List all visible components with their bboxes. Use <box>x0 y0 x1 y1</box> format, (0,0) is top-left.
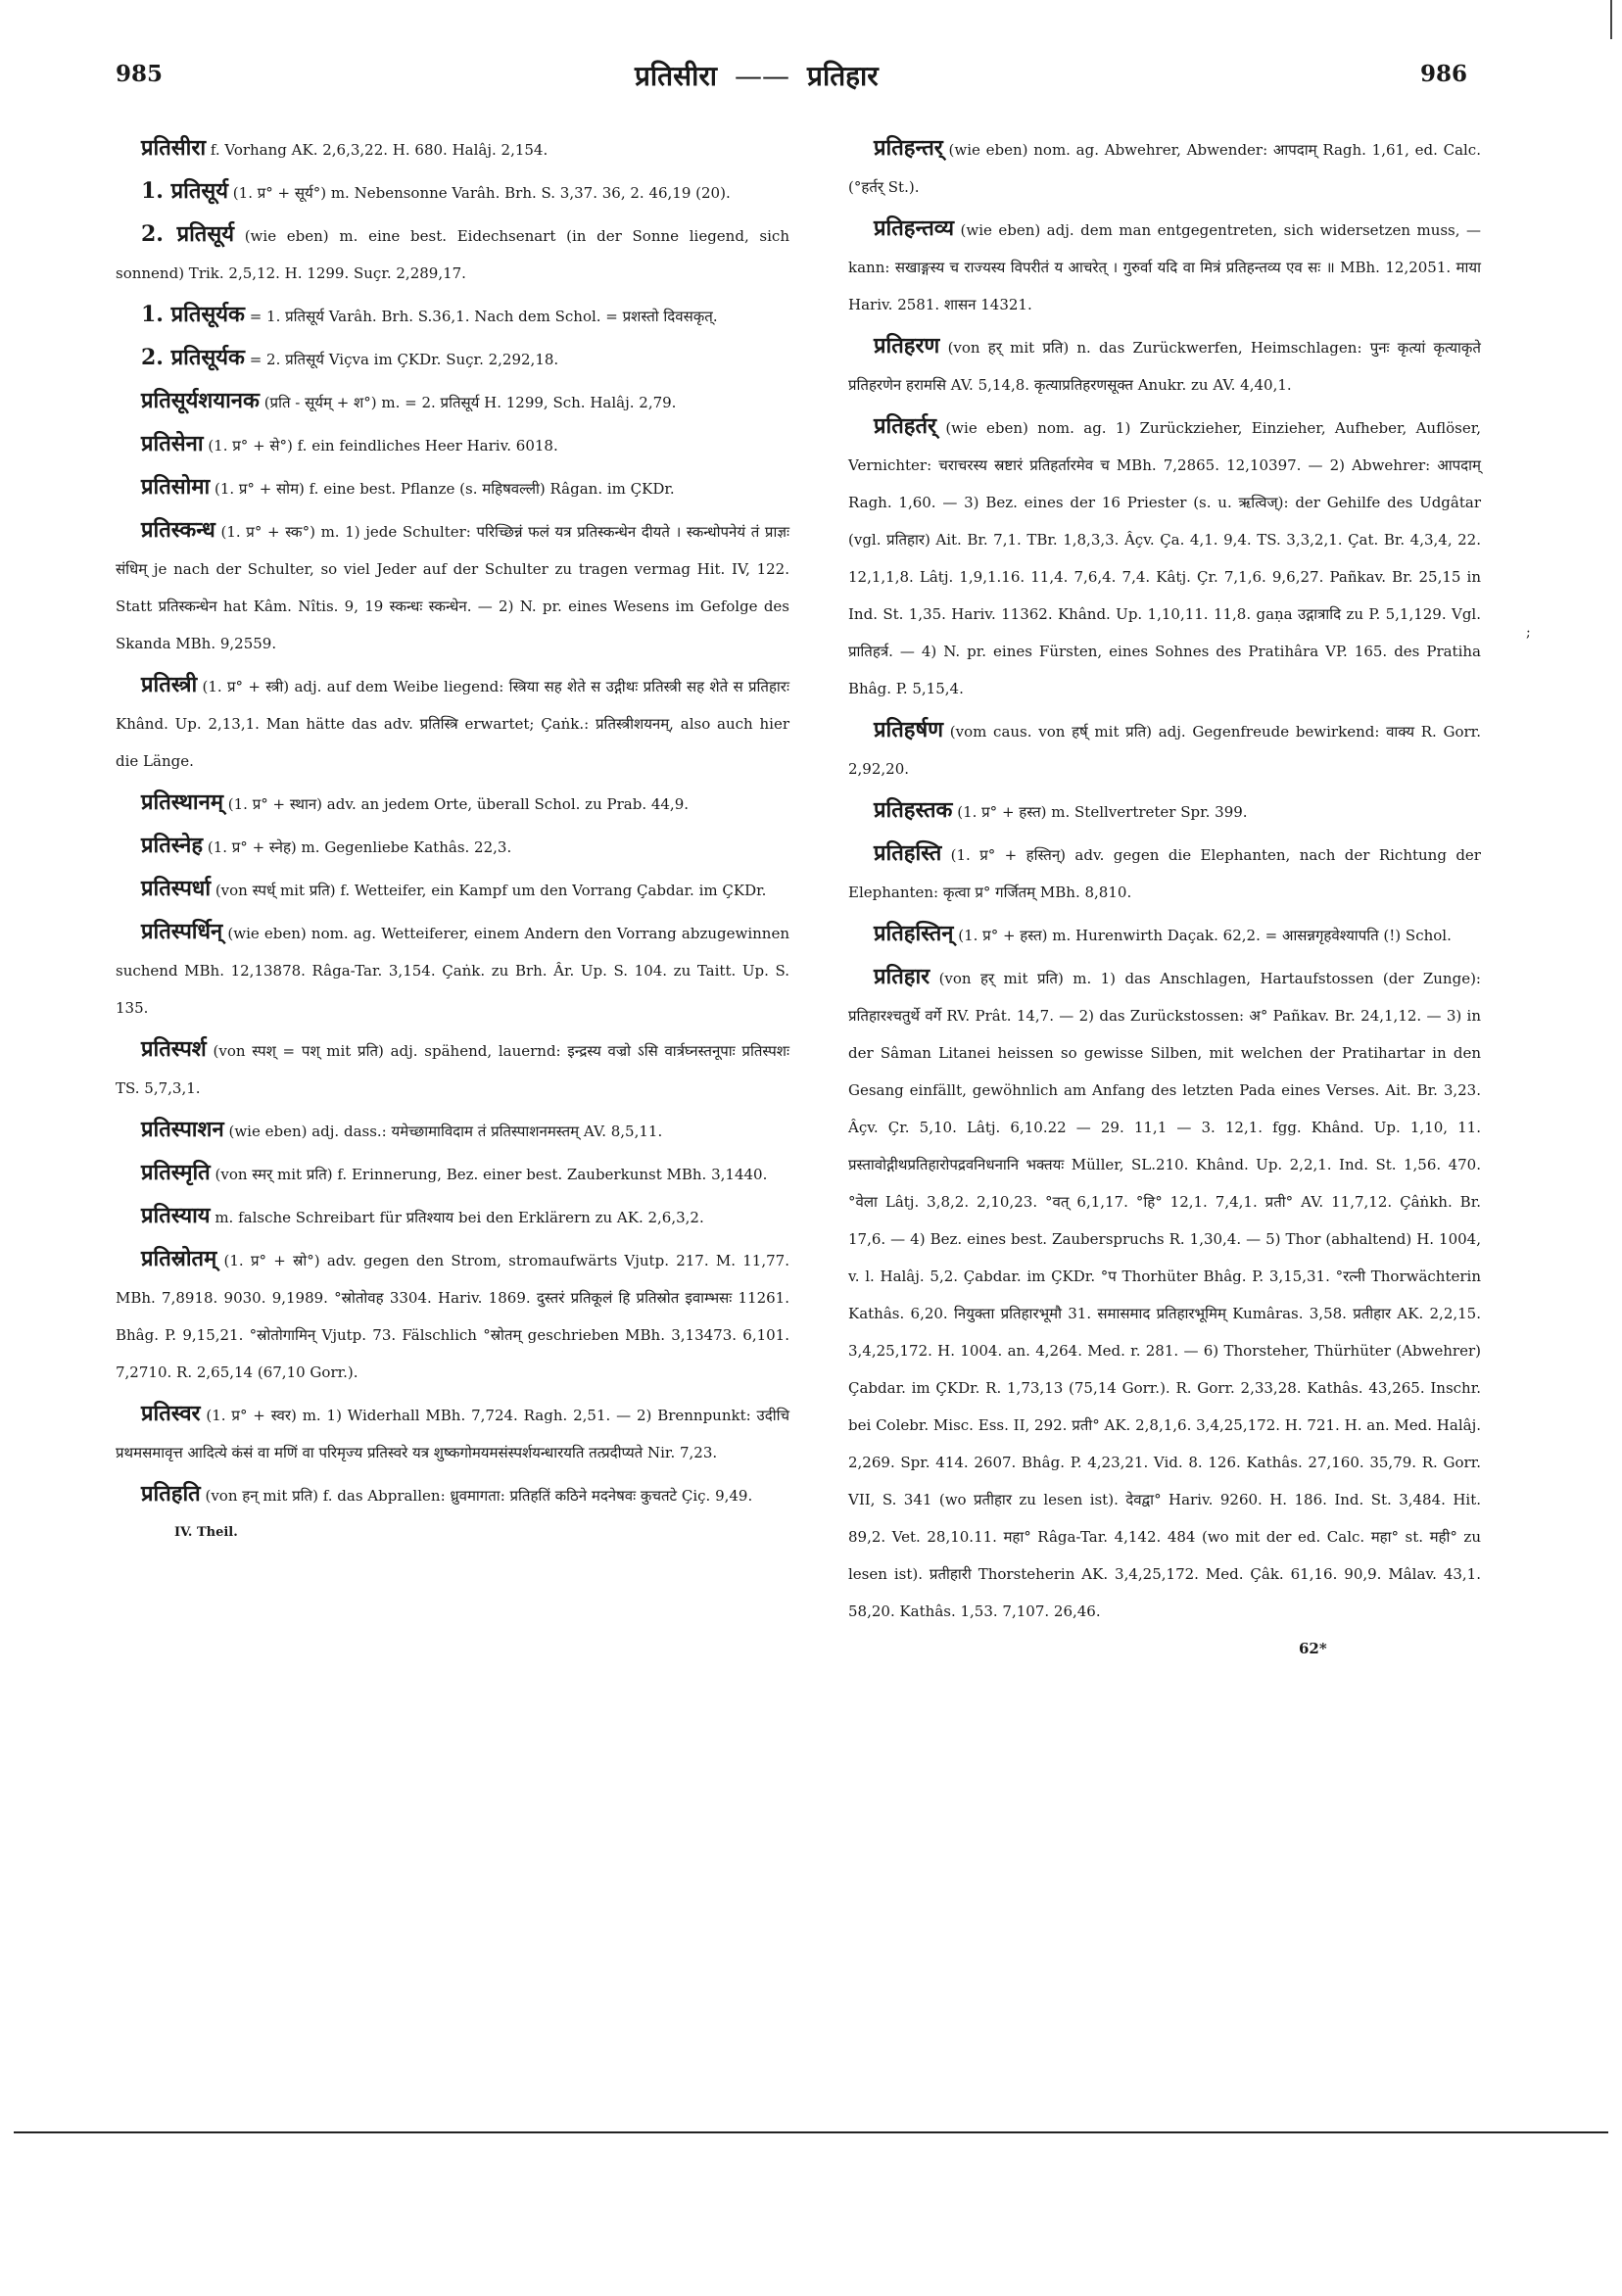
dictionary-entry <box>116 666 789 780</box>
page-number-left: 985 <box>116 61 164 87</box>
dictionary-entry <box>116 827 789 866</box>
entry-headword: प्रतिसूर्यशयानक <box>141 388 260 413</box>
dictionary-entry <box>848 210 1481 323</box>
left-column <box>116 129 789 1971</box>
entry-headword: प्रतिहन्तर् <box>874 135 943 161</box>
entry-headword: प्रतिहार <box>874 964 930 989</box>
column-footer: 62* <box>1299 1640 1327 1657</box>
page-number-right: 986 <box>1419 61 1467 87</box>
entry-headword: प्रतिहस्ति <box>874 840 942 866</box>
dictionary-entry <box>116 1475 789 1514</box>
entry-text: (1. प्र° + स्वर) m. 1) Widerhall MBh. 7,724. Ragh. 2,51. — 2) Brennpunkt: उदीचि प्रथमसमावृत्त आदित्ये कंसं वा मणिं वा परिमृज्य प्रतिस्वरे यत्र शुष्कगोमयमसंस्पर्शयन्धारयति तत्प्रदीप्यते Nir. 7,23. <box>116 1407 789 1461</box>
edge-mark <box>1610 0 1612 39</box>
dictionary-entry <box>848 407 1481 707</box>
entry-headword: 2. प्रतिसूर्य <box>141 221 234 247</box>
entry-headword: प्रतिस्रोतम् <box>141 1246 217 1271</box>
dictionary-entry <box>116 1240 789 1391</box>
entry-text: (1. प्र° + हस्तिन्) adv. gegen die Elephanten, nach der Richtung der Elephanten: कृत्वा प्र° गर्जितम् MBh. 8,810. <box>848 846 1481 901</box>
running-title <box>635 57 879 94</box>
entry-headword: प्रतिसोमा <box>141 474 211 500</box>
entry-headword: प्रतिसेना <box>141 431 204 456</box>
entry-headword: प्रतिस्कन्ध <box>141 517 215 543</box>
entry-text: (von हर् mit प्रति) n. das Zurückwerfen, Heimschlagen: पुनः कृत्यां कृत्याकृते प्रतिहरणेन हरामसि AV. 5,14,8. कृत्याप्रतिहरणसूक्त Anukr. zu AV. 4,40,1. <box>848 339 1481 394</box>
entry-headword: 1. प्रतिसूर्यक <box>141 302 245 327</box>
entry-text: (1. प्र° + स्थान) adv. an jedem Orte, überall Schol. zu Prab. 44,9. <box>227 795 690 813</box>
column-footer: IV. Theil. <box>174 1525 238 1540</box>
entry-headword: 1. प्रतिसूर्य <box>141 178 229 204</box>
running-title-last: प्रतिहार <box>807 60 879 92</box>
entry-text: (von हर् mit प्रति) m. 1) das Anschlagen, Hartaufstossen (der Zunge): प्रतिहारश्चतुर्थे वर्गे RV. Prât. 14,7. — 2) das Zurückstossen: अ° Pañkav. Br. 24,1,12. — 3) in der Sâman Litanei heissen so gewisse Silben, mit welchen der Pratihartar in den Gesang einfällt, gewöhnlich am Anfang des letzten Pada eines Verses. Ait. Br. 3,23. Âçv. Çr. 5,10. Lâtj. 6,10.22 — 29. 11,1 — 3. 12,1. fgg. Khând. Up. 1,10, 11. प्रस्तावोद्गीथप्रतिहारोपद्रवनिधनानि भक्तयः Müller, SL.210. Khând. Up. 2,2,1. Ind. St. 1,56. 470. °वेला Lâtj. 3,8,2. 2,10,23. °वत् 6,1,17. °हि° 12,1. 7,4,1. प्रती° AV. 11,7,12. Çâṅkh. Br. 17,6. — 4) Bez. eines best. Zauberspruchs R. 1,30,4. — 5) Thor (abhaltend) H. 1004, v. l. Halâj. 5,2. Çabdar. im ÇKDr. °प Thorhüter Bhâg. P. 3,15,31. °रत्नी Thorwächterin Kathâs. 6,20. नियुक्ता प्रतिहारभूमौ 31. समासमाद प्रतिहारभूमिम् Kumâras. 3,58. प्रतीहार AK. 2,2,15. 3,4,25,172. H. 1004. an. 4,264. Med. r. 281. — 6) Thorsteher, Thürhüter (Abwehrer) Çabdar. im ÇKDr. R. 1,73,13 (75,14 Gorr.). R. Gorr. 2,33,28. Kathâs. 43,265. Inschr. bei Colebr. Misc. Ess. II, 292. प्रती° AK. 2,8,1,6. 3,4,25,172. H. 721. H. an. Med. Halâj. 2,269. Spr. 414. 2607. Bhâg. P. 4,23,21. Vid. 8. 126. Kathâs. 27,160. 35,79. R. Gorr. VII, S. 341 (wo प्रतीहार zu lesen ist). देवद्वा° Hariv. 9260. H. 186. Ind. St. 3,484. Hit. 89,2. Vet. 28,10.11. महा° Râga-Tar. 4,142. 484 (wo mit der ed. Calc. महा° st. मही° zu lesen ist). प्रतीहारी Thorsteherin AK. 3,4,25,172. Med. Çâk. 61,16. 90,9. Mâlav. 43,1. 58,20. Kathâs. 1,53. 7,107. 26,46. <box>848 970 1481 1620</box>
entry-text: (1. प्र° + हस्त) m. Stellvertreter Spr. 399. <box>957 803 1248 821</box>
entry-headword: प्रतिसीरा <box>141 135 207 161</box>
dictionary-entry <box>116 129 789 168</box>
entry-text: = 1. प्रतिसूर्य Varâh. Brh. S.36,1. Nach dem Schol. = प्रशस्तो दिवसकृत्. <box>249 308 718 325</box>
entry-headword: प्रतिहन्तव्य <box>874 215 955 241</box>
entry-text: (1. प्र° + सोम) f. eine best. Pflanze (s. महिषवल्ली) Râgan. im ÇKDr. <box>214 480 675 498</box>
running-title-first: प्रतिसीरा <box>635 60 718 92</box>
dictionary-entry <box>116 784 789 823</box>
entry-text: (wie eben) nom. ag. 1) Zurückzieher, Einzieher, Aufheber, Auflöser, Vernichter: चराचरस्य स्रष्टारं प्रतिहर्तारमेव च MBh. 7,2865. 12,10397. — 2) Abwehrer: आपदाम् Ragh. 1,60. — 3) Bez. eines der 16 Priester (s. u. ऋत्विज्): der Gehilfe des Udgâtar (vgl. प्रतिहार) Ait. Br. 7,1. TBr. 1,8,3,3. Âçv. Ça. 4,1. 9,4. TS. 3,3,2,1. Çat. Br. 4,3,4, 22. 12,1,1,8. Lâtj. 1,9,1.16. 11,4. 7,6,4. 7,4. Kâtj. Çr. 7,1,6. 9,6,27. Pañkav. Br. 25,15 in Ind. St. 1,35. Hariv. 11362. Khând. Up. 1,10,11. 11,8. gaṇa उद्गात्रादि zu P. 5,1,129. Vgl. प्रातिहर्त्र. — 4) N. pr. eines Fürsten, eines Sohnes des Pratihâra VP. 165. des Pratiha Bhâg. P. 5,15,4. <box>848 419 1481 697</box>
entry-headword: प्रतिहस्तक <box>874 797 953 823</box>
entry-text: (wie eben) nom. ag. Abwehrer, Abwender: आपदाम् Ragh. 1,61, ed. Calc. (°हर्तर् St.). <box>848 141 1481 196</box>
entry-headword: प्रतिस्नेह <box>141 833 204 858</box>
entry-headword: प्रतिहति <box>141 1481 201 1507</box>
entry-text: (1. प्र° + सूर्य°) m. Nebensonne Varâh. Brh. S. 3,37. 36, 2. 46,19 (20). <box>232 184 731 202</box>
dictionary-entry <box>116 382 789 421</box>
entry-headword: प्रतिस्पाशन <box>141 1117 224 1142</box>
dictionary-entry <box>116 296 789 335</box>
dictionary-entry <box>848 835 1481 911</box>
dictionary-entry <box>116 425 789 464</box>
entry-text: (wie eben) nom. ag. Wetteiferer, einem Andern den Vorrang abzugewinnen suchend MBh. 12,13878. Râga-Tar. 3,154. Çaṅk. zu Brh. Âr. Up. S. 104. zu Taitt. Up. S. 135. <box>116 925 789 1017</box>
dictionary-entry <box>116 339 789 378</box>
dictionary-entry <box>116 468 789 507</box>
dictionary-entry <box>116 1111 789 1150</box>
dictionary-entry <box>848 711 1481 788</box>
entry-text: (1. प्र° + स्त्री) adj. auf dem Weibe liegend: स्त्रिया सह शेते स उद्गीथः प्रतिस्त्री सह शेते स प्रतिहारः Khând. Up. 2,13,1. Man hätte das adv. प्रतिस्त्रि erwartet; Çaṅk.: प्रतिस्त्रीशयनम्, also auch hier die Länge. <box>116 678 789 770</box>
entry-text: (प्रति - सूर्यम् + श°) m. = 2. प्रतिसूर्य H. 1299, Sch. Halâj. 2,79. <box>263 394 677 411</box>
entry-headword: प्रतिस्पर्श <box>141 1036 207 1062</box>
entry-text: (wie eben) adj. dass.: यमेच्छामाविदाम तं प्रतिस्पाशनमस्तम् AV. 8,5,11. <box>228 1123 663 1140</box>
bottom-rule <box>14 2131 1608 2133</box>
entry-text: (1. प्र° + स्क°) m. 1) jede Schulter: परिच्छिन्नं फलं यत्र प्रतिस्कन्धेन दीयते । स्कन्धोपनेयं तं प्राज्ञः संधिम् je nach der Schulter, so viel Jeder auf der Schulter zu tragen vermag Hit. IV, 122. Statt प्रतिस्कन्धेन hat Kâm. Nîtis. 9, 19 स्कन्धः स्कन्धेन. — 2) N. pr. eines Wesens im Gefolge des Skanda MBh. 9,2559. <box>116 523 789 652</box>
dictionary-entry <box>116 1154 789 1193</box>
dictionary-entry <box>848 915 1481 954</box>
running-title-dash: —— <box>735 60 790 92</box>
entry-text: (1. प्र° + स्रो°) adv. gegen den Strom, stromaufwärts Vjutp. 217. M. 11,77. MBh. 7,8918. 9030. 9,1989. °स्रोतोवह 3304. Hariv. 1869. दुस्तरं प्रतिकूलं हि प्रतिस्रोत इवाम्भसः 11261. Bhâg. P. 9,15,21. °स्रोतोगामिन् Vjutp. 73. Fälschlich °स्रोतम् geschrieben MBh. 3,13473. 6,101. 7,2710. R. 2,65,14 (67,10 Gorr.). <box>116 1252 789 1381</box>
right-column <box>848 129 1481 1971</box>
dictionary-entry <box>116 172 789 212</box>
page-header <box>116 61 1467 100</box>
entry-text: (von स्मर् mit प्रति) f. Erinnerung, Bez. einer best. Zauberkunst MBh. 3,1440. <box>215 1166 768 1183</box>
entry-text: (von स्पश् = पश् mit प्रति) adj. spähend, lauernd: इन्द्रस्य वज्रो ऽसि वार्त्रघ्नस्तनूपाः प्रतिस्पशः TS. 5,7,3,1. <box>116 1042 789 1097</box>
entry-headword: प्रतिहस्तिन् <box>874 921 954 946</box>
entry-text: (vom caus. von हर्ष् mit प्रति) adj. Gegenfreude bewirkend: वाक्य R. Gorr. 2,92,20. <box>848 723 1481 778</box>
entry-headword: प्रतिहरण <box>874 333 940 359</box>
entry-headword: प्रतिहर्षण <box>874 717 944 742</box>
dictionary-entry <box>848 129 1481 206</box>
entry-text: = 2. प्रतिसूर्य Viçva im ÇKDr. Suçr. 2,292,18. <box>249 351 559 368</box>
entry-text: (wie eben) m. eine best. Eidechsenart (in der Sonne liegend, sich sonnend) Trik. 2,5,12. H. 1299. Suçr. 2,289,17. <box>116 227 789 282</box>
dictionary-entry <box>116 870 789 909</box>
entry-headword: प्रतिस्पर्धिन् <box>141 919 223 944</box>
dictionary-entry <box>848 327 1481 404</box>
entry-text: (wie eben) adj. dem man entgegentreten, sich widersetzen muss, — kann: सखाङ्गस्य च राज्यस्य विपरीतं य आचरेत् । गुरुर्वा यदि वा मित्रं प्रतिहन्तव्य एव सः ॥ MBh. 12,2051. माया Hariv. 2581. शासन 14321. <box>848 221 1481 313</box>
entry-headword: प्रतिस्थानम् <box>141 789 223 815</box>
dictionary-entry <box>116 1197 789 1236</box>
entry-headword: प्रतिस्मृति <box>141 1160 211 1185</box>
entry-text: (von हन् mit प्रति) f. das Abprallen: ध्रुवमागता: प्रतिहतिं कठिने मदनेषवः कुचतटे Çiç. 9,49. <box>205 1487 753 1505</box>
entry-text: (von स्पर्ध् mit प्रति) f. Wetteifer, ein Kampf um den Vorrang Çabdar. im ÇKDr. <box>215 882 767 899</box>
entry-headword: प्रतिस्त्री <box>141 672 198 697</box>
dictionary-entry <box>848 791 1481 831</box>
dictionary-entry <box>116 511 789 662</box>
entry-headword: प्रतिस्पर्धा <box>141 876 212 901</box>
entry-text: f. Vorhang AK. 2,6,3,22. H. 680. Halâj. 2,154. <box>210 141 549 159</box>
dictionary-entry <box>116 1395 789 1471</box>
margin-mark: ; <box>1526 625 1531 641</box>
dictionary-entry <box>116 215 789 292</box>
entry-headword: प्रतिस्वर <box>141 1401 201 1426</box>
entry-text: (1. प्र° + हस्त) m. Hurenwirth Daçak. 62,2. = आसन्नगृहवेश्यापति (!) Schol. <box>958 927 1452 944</box>
dictionary-entry <box>116 913 789 1027</box>
entry-headword: प्रतिस्याय <box>141 1203 211 1228</box>
entry-headword: प्रतिहर्तर् <box>874 413 936 439</box>
entry-headword: 2. प्रतिसूर्यक <box>141 345 245 370</box>
entry-text: m. falsche Schreibart für प्रतिश्याय bei den Erklärern zu AK. 2,6,3,2. <box>215 1209 704 1226</box>
entry-text: (1. प्र° + स्नेह) m. Gegenliebe Kathâs. 22,3. <box>207 838 512 856</box>
entry-text: (1. प्र° + से°) f. ein feindliches Heer Hariv. 6018. <box>208 437 558 454</box>
dictionary-entry <box>848 958 1481 1630</box>
dictionary-entry <box>116 1030 789 1107</box>
